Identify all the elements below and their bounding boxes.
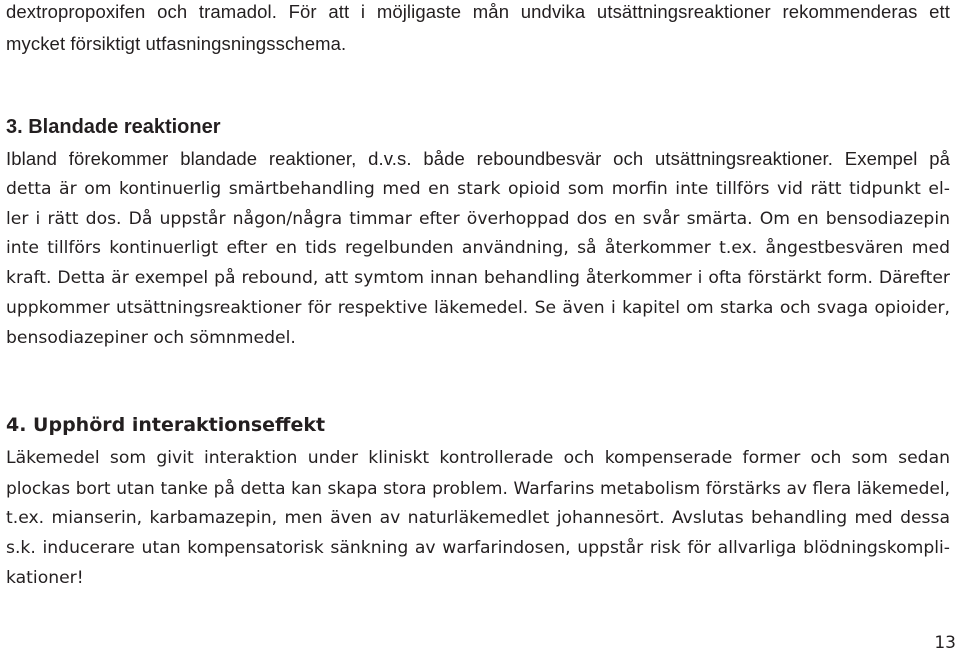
section-heading: 3. Blandade reaktioner <box>6 116 221 138</box>
text-line: plockas bort utan tanke på detta kan skapa stora problem. Warfarins metabolism förstärks av flera läkemedel, <box>6 479 950 499</box>
text-line: t.ex. mianserin, karbamazepin, men även av naturläkemedlet johannesört. Avslutas behandling med dessa <box>6 508 950 528</box>
text-line: uppkommer utsättningsreaktioner för respektive läkemedel. Se även i kapitel om starka och svaga opioider, <box>6 298 950 318</box>
text-line: Läkemedel som givit interaktion under kliniskt kontrollerade och kompenserade former och som sedan <box>6 448 950 468</box>
text-line: Ibland förekommer blandade reaktioner, d.v.s. både reboundbesvär och utsättningsreaktioner. Exempel på <box>6 148 950 169</box>
text-line: s.k. inducerare utan kompensatorisk sänkning av warfarindosen, uppstår risk för allvarliga blödningskompli- <box>6 538 950 558</box>
text-line: detta är om kontinuerlig smärtbehandling med en stark opioid som morfin inte tillförs vid rätt tidpunkt el- <box>6 179 950 199</box>
text-line: kationer! <box>6 568 84 588</box>
text-line: bensodiazepiner och sömnmedel. <box>6 328 296 348</box>
text-line: inte tillförs kontinuerligt efter en tids regelbunden användning, så återkommer t.ex. ångestbesvären med <box>6 238 950 258</box>
text-line: kraft. Detta är exempel på rebound, att symtom innan behandling återkommer i ofta förstärkt form. Därefter <box>6 268 950 288</box>
text-line: dextropropoxifen och tramadol. För att i möjligaste mån undvika utsättningsreaktioner rekommenderas ett <box>6 1 950 22</box>
section-heading: 4. Upphörd interaktionseffekt <box>6 414 326 436</box>
page-number: 13 <box>934 633 956 653</box>
text-line: mycket försiktigt utfasningsningsschema. <box>6 33 347 54</box>
text-line: ler i rätt dos. Då uppstår någon/några timmar efter överhoppad dos en svår smärta. Om en bensodiazepin <box>6 209 950 229</box>
